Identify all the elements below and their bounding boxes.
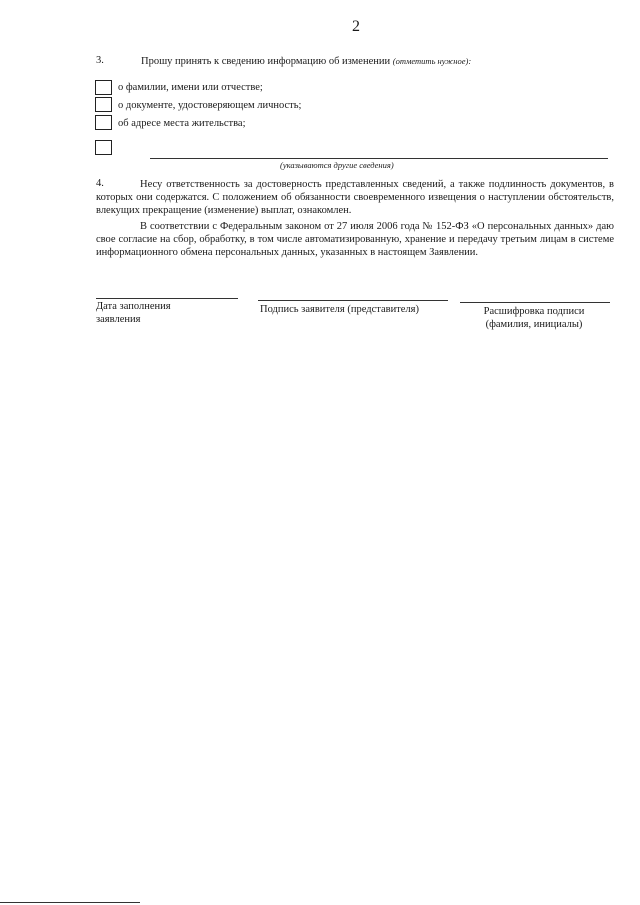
section-3-number: 3.: [96, 55, 104, 66]
date-line[interactable]: [96, 298, 238, 299]
other-info-hint: (указываются другие сведения): [280, 160, 394, 170]
decode-line[interactable]: [460, 302, 610, 303]
signature-line[interactable]: [258, 300, 448, 301]
checkbox-address-change[interactable]: [95, 115, 112, 130]
page-number: 2: [352, 18, 360, 35]
checkbox-document-change[interactable]: [95, 97, 112, 112]
option-name-change-label: о фамилии, имени или отчестве;: [118, 82, 263, 93]
date-label: Дата заполнения заявления: [96, 301, 171, 325]
checkbox-name-change[interactable]: [95, 80, 112, 95]
checkbox-other-change[interactable]: [95, 140, 112, 155]
option-address-change-label: об адресе места жительства;: [118, 118, 246, 129]
option-document-change-label: о документе, удостоверяющем личность;: [118, 100, 302, 111]
section-3-heading: [141, 55, 471, 68]
footer-line: [0, 902, 140, 903]
signature-label: Подпись заявителя (представителя): [260, 304, 420, 315]
consent-text: В соответствии с Федеральным законом от 27 июля 2006 года № 152-ФЗ «О персональных данных» даю свое согласие на сбор, обработку, в том числе автоматизированную, хранение и передачу третьим лицам в системе информационного обмена персональных данных, указанных в настоящем Заявлении.: [96, 221, 614, 258]
section-3-hint: (отметить нужное):: [392, 56, 472, 66]
section-4-text: Несу ответственность за достоверность представленных сведений, а также подлинность документов, в которых они содержатся. С положением об обязанности своевременного извещения о наступлении обстоятельств, влекущих прекращение (изменение) выплат, ознакомлен.: [96, 179, 614, 216]
section-4-number: 4.: [96, 178, 104, 189]
decode-label: Расшифровка подписи (фамилия, инициалы): [483, 306, 585, 330]
other-info-line[interactable]: [150, 158, 608, 159]
section-3-text: Прошу принять к сведению информацию об изменении: [141, 56, 391, 67]
